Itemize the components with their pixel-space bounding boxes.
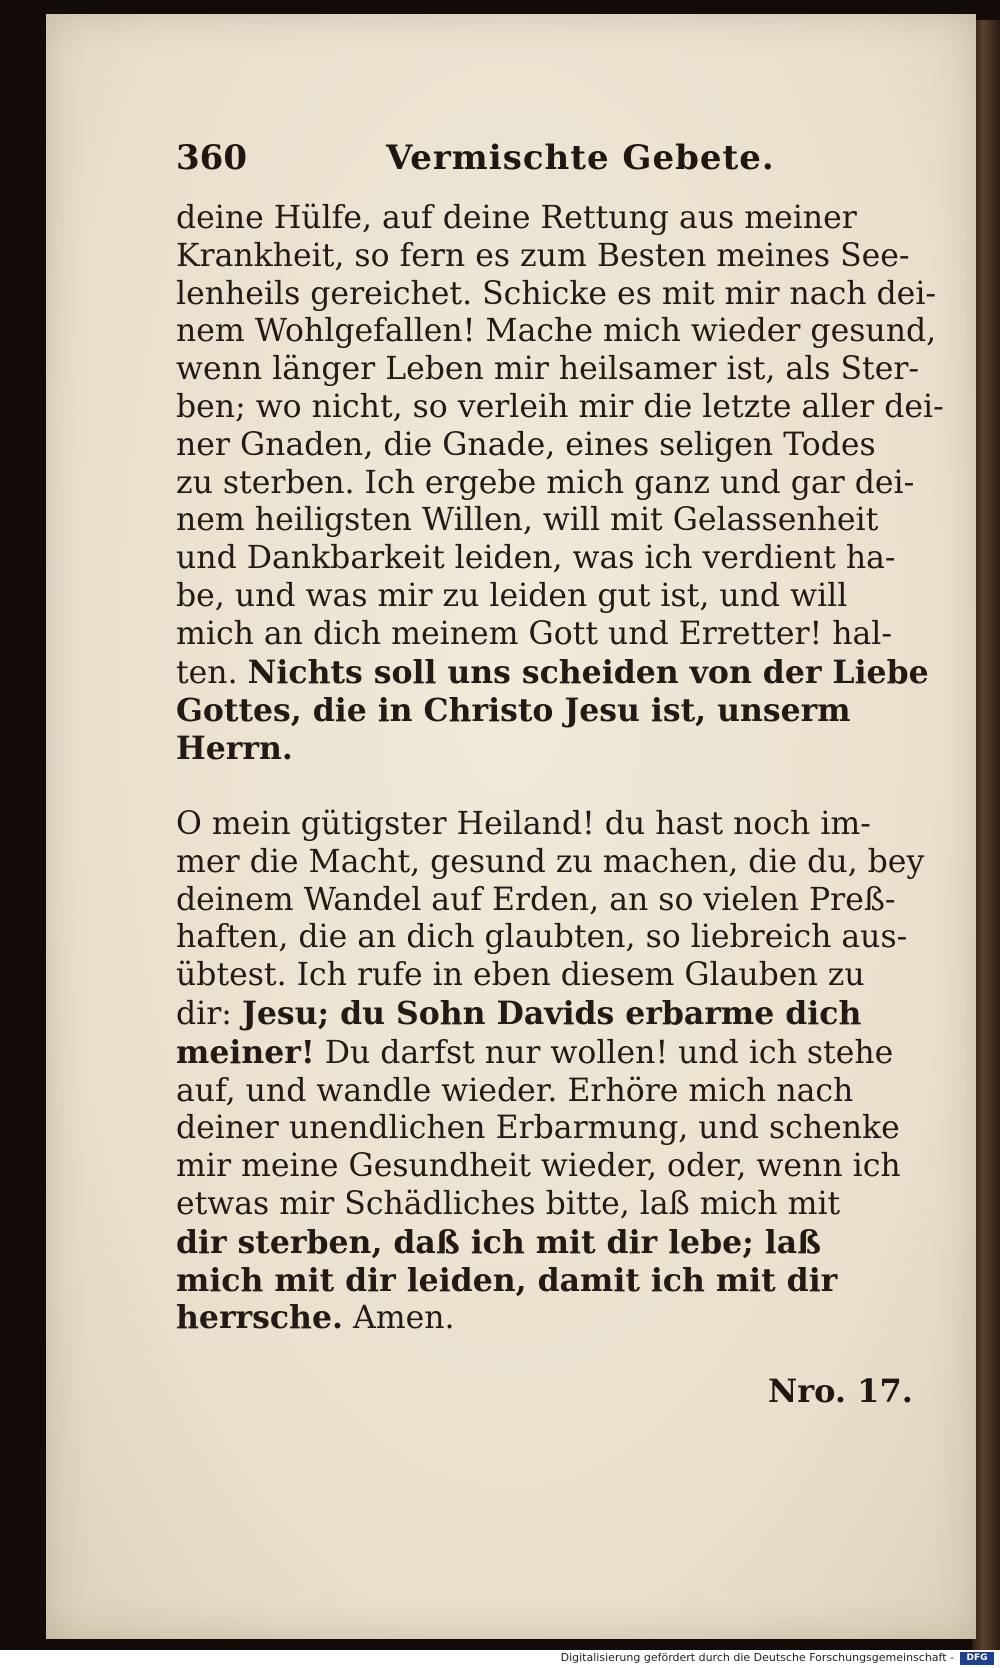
text-line: zu sterben. Ich ergebe mich ganz und gar dei-	[176, 464, 915, 501]
text-line: auf, und wandle wieder. Erhöre mich nach	[176, 1072, 854, 1109]
text-line: deine Hülfe, auf deine Rettung aus meiner	[176, 200, 857, 236]
text-fragment: Du darfst nur wollen! und ich stehe	[324, 1034, 894, 1071]
dfg-logo: DFG	[960, 1652, 994, 1665]
text-line: O mein gütigster Heiland! du hast noch im-	[176, 805, 871, 842]
text-line	[176, 653, 929, 693]
adjacent-page-edge	[972, 20, 1000, 1650]
text-line: deiner unendlichen Erbarmung, und schenke	[176, 1110, 900, 1147]
paragraph-1	[176, 200, 944, 768]
running-title: Vermischte Gebete.	[386, 138, 775, 178]
text-line: wenn länger Leben mir heilsamer ist, als Ster-	[176, 351, 920, 388]
paragraph-2	[176, 805, 925, 1338]
text-line: nem heiligsten Willen, will mit Gelassenheit	[176, 502, 879, 539]
text-line	[176, 1033, 894, 1073]
scripture-quote: Jesu; du Sohn Davids erbarme dich	[241, 994, 862, 1032]
scripture-quote: Nichts soll uns scheiden von der Liebe	[247, 653, 929, 691]
text-line: mir meine Gesundheit wieder, oder, wenn ich	[176, 1148, 901, 1185]
scripture-quote-line: Gottes, die in Christo Jesu ist, unserm	[176, 692, 851, 730]
scripture-quote-line: mich mit dir leiden, damit ich mit dir	[176, 1261, 838, 1299]
text-line: haften, die an dich glaubten, so liebreich aus-	[176, 919, 908, 956]
text-line: Krankheit, so fern es zum Besten meines See-	[176, 237, 910, 274]
catchword: Nro. 17.	[768, 1372, 913, 1410]
amen-text: Amen.	[352, 1300, 455, 1337]
text-line: be, und was mir zu leiden gut ist, und will	[176, 577, 848, 614]
text-line: nem Wohlgefallen! Mache mich wieder gesund,	[176, 313, 937, 350]
text-line: mer die Macht, gesund zu machen, die du, bey	[176, 843, 925, 880]
page-number: 360	[176, 138, 247, 178]
running-head	[176, 138, 916, 198]
text-line: etwas mir Schädliches bitte, laß mich mit	[176, 1185, 841, 1222]
credit-text: Digitalisierung gefördert durch die Deutsche Forschungsgemeinschaft -	[560, 1651, 954, 1664]
text-line: lenheils gereichet. Schicke es mit mir nach dei-	[176, 275, 937, 312]
text-fragment: ten.	[176, 654, 238, 691]
text-line: ner Gnaden, die Gnade, eines seligen Todes	[176, 426, 876, 463]
text-line: und Dankbarkeit leiden, was ich verdient ha-	[176, 540, 896, 577]
scripture-quote-line: dir sterben, daß ich mit dir lebe; laß	[176, 1223, 822, 1261]
text-line	[176, 995, 876, 1034]
text-fragment: dir:	[176, 995, 232, 1032]
main-text	[176, 200, 944, 1338]
text-line: übtest. Ich rufe in eben diesem Glauben zu	[176, 957, 865, 994]
text-line: mich an dich meinem Gott und Erretter! hal-	[176, 615, 892, 652]
scripture-quote-line: Herrn.	[176, 730, 293, 768]
text-line	[176, 1299, 876, 1338]
scripture-quote: herrsche.	[176, 1299, 343, 1337]
scripture-quote: meiner!	[176, 1033, 315, 1071]
digitization-credit-bar	[0, 1650, 1000, 1668]
text-line: ben; wo nicht, so verleih mir die letzte aller dei-	[176, 388, 944, 425]
text-line: deinem Wandel auf Erden, an so vielen Preß-	[176, 881, 896, 918]
